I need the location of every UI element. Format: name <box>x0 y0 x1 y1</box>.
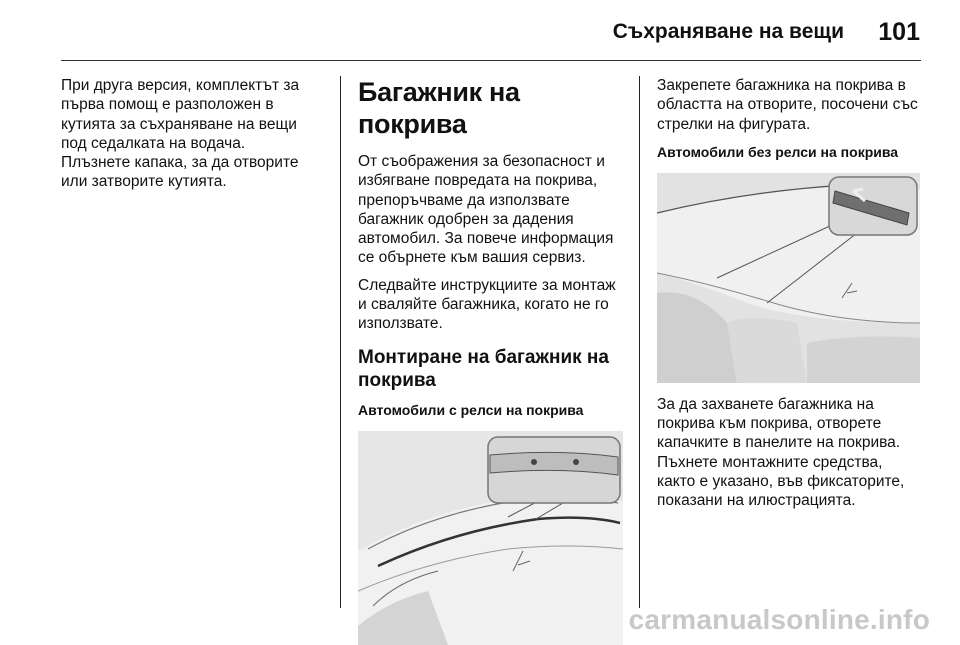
middle-paragraph-2: Следвайте инструкциите за монтаж и сваляйте багажника, когато не го използвате. <box>358 276 616 333</box>
header-rule <box>61 60 921 61</box>
right-paragraph-2: За да захванете багажника на покрива към покрива, отворете капачките в панелите на покрива. Пъхнете монтажните средства, както е указано, във фиксаторите, показани на илюстрацията. <box>657 395 905 510</box>
roof-rails-illustration <box>358 431 623 645</box>
page-header <box>0 0 960 62</box>
right-paragraph-1: Закрепете багажника на покрива в областта на отворите, посочени със стрелки на фигурата. <box>657 77 918 133</box>
watermark: carmanualsonline.info <box>628 604 930 635</box>
roof-without-rails-illustration <box>657 173 920 383</box>
column-divider-left <box>340 76 341 608</box>
column-divider-right <box>639 76 640 608</box>
figure-caption-with-rails: Автомобили с релси на покрива <box>358 401 584 418</box>
section-title: Съхраняване на вещи <box>612 20 844 43</box>
left-paragraph-2: Плъзнете капака, за да отворите или затворите кутията. <box>61 154 299 191</box>
page-number: 101 <box>878 18 920 46</box>
figure-caption-without-rails: Автомобили без релси на покрива <box>657 143 899 160</box>
mounting-subheading: Монтиране на багажник на покрива <box>358 346 609 391</box>
left-column <box>61 76 323 192</box>
middle-paragraph-1: От съображения за безопасност и избягване повредата на покрива, препоръчваме да използвате багажник одобрен за дадения автомобил. За повече информация се обърнете към вашия сервиз. <box>358 153 614 267</box>
right-column <box>657 76 922 519</box>
middle-column <box>358 76 623 645</box>
roof-rack-heading: Багажник на покрива <box>358 77 520 139</box>
left-paragraph-1: При друга версия, комплектът за първа помощ е разположен в кутията за съхраняване на вещи под седалката на водача. <box>61 77 300 152</box>
